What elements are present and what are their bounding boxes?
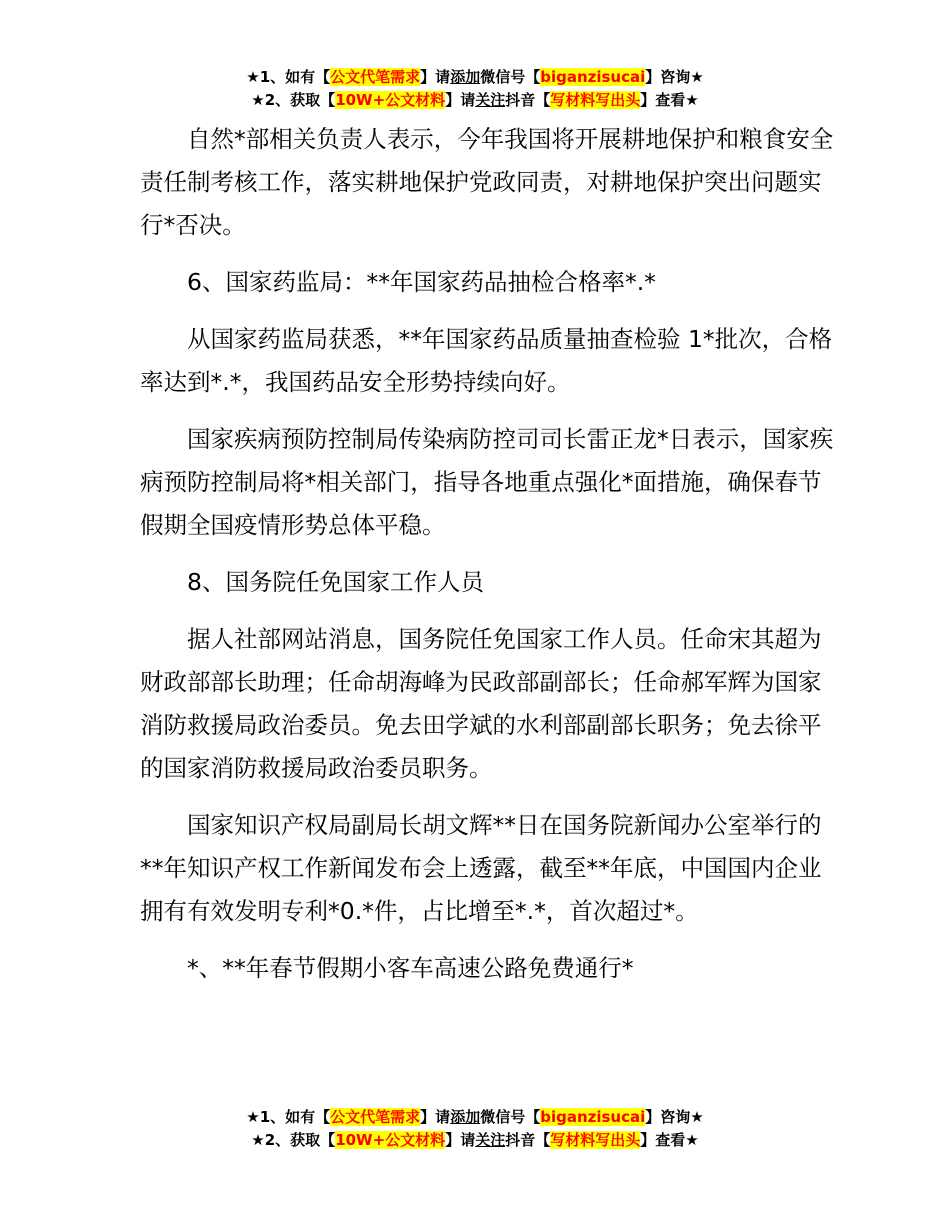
banner-line-2	[0, 89, 950, 112]
paragraph: 从国家药监局获悉，**年国家药品质量抽查检验 1*批次，合格率达到*.*，我国药品安全形势持续向好。	[140, 325, 833, 396]
banner-text: 微信号【	[480, 1108, 541, 1126]
banner-highlight: biganzisucai	[540, 68, 646, 86]
banner-highlight: 写材料写出头	[550, 1131, 641, 1149]
section-heading: 6、国家药监局：**年国家药品抽检合格率*.*	[187, 268, 656, 296]
banner-highlight: 公文代笔需求	[330, 1108, 421, 1126]
banner-underline: 添加	[450, 68, 481, 86]
paragraph: 据人社部网站消息，国务院任免国家工作人员。任命宋其超为财政部部长助理；任命胡海峰为民政部副部长；任命郝军辉为国家消防救援局政治委员。免去田学斌的水利部副部长职务；免去徐平的国家消防救援局政治委员职务。	[140, 625, 822, 782]
banner-line-1	[0, 1106, 950, 1129]
banner-underline: 关注	[475, 1131, 506, 1149]
banner-text: 】请	[445, 91, 476, 109]
paragraph: 国家疾病预防控制局传染病防控司司长雷正龙*日表示，国家疾病预防控制局将*相关部门，指导各地重点强化*面措施，确保春节假期全国疫情形势总体平稳。	[140, 425, 834, 539]
banner-highlight: 写材料写出头	[550, 91, 641, 109]
banner-line-1	[0, 66, 950, 89]
banner-text: ★2、获取【	[251, 91, 336, 109]
banner-text: 抖音【	[505, 1131, 551, 1149]
banner-text: 】查看★	[640, 91, 699, 109]
banner-text: 抖音【	[505, 91, 551, 109]
banner-text: 微信号【	[480, 68, 541, 86]
paragraph: 国家知识产权局副局长胡文辉**日在国务院新闻办公室举行的**年知识产权工作新闻发布会上透露，截至**年底，中国国内企业拥有有效发明专利*0.*件，占比增至*.*，首次超过*。	[140, 811, 822, 925]
banner-underline: 关注	[475, 91, 506, 109]
banner-highlight: 10W+公文材料	[335, 91, 446, 109]
banner-text: ★1、如有【	[246, 1108, 331, 1126]
footer-banner	[0, 1106, 950, 1152]
banner-text: 】请	[420, 1108, 451, 1126]
banner-text: 】请	[420, 68, 451, 86]
banner-text: 】咨询★	[645, 1108, 704, 1126]
banner-text: 】咨询★	[645, 68, 704, 86]
banner-underline: 添加	[450, 1108, 481, 1126]
section-heading: *、**年春节假期小客车高速公路免费通行*	[187, 954, 634, 982]
banner-highlight: biganzisucai	[540, 1108, 646, 1126]
banner-highlight: 公文代笔需求	[330, 68, 421, 86]
banner-line-2	[0, 1129, 950, 1152]
banner-text: ★1、如有【	[246, 68, 331, 86]
banner-text: ★2、获取【	[251, 1131, 336, 1149]
banner-text: 】请	[445, 1131, 476, 1149]
document-body	[140, 118, 835, 1004]
header-banner	[0, 66, 950, 112]
banner-text: 】查看★	[640, 1131, 699, 1149]
paragraph: 自然*部相关负责人表示，今年我国将开展耕地保护和粮食安全责任制考核工作，落实耕地保护党政同责，对耕地保护突出问题实行*否决。	[140, 125, 834, 239]
section-heading: 8、国务院任免国家工作人员	[187, 568, 484, 596]
banner-highlight: 10W+公文材料	[335, 1131, 446, 1149]
